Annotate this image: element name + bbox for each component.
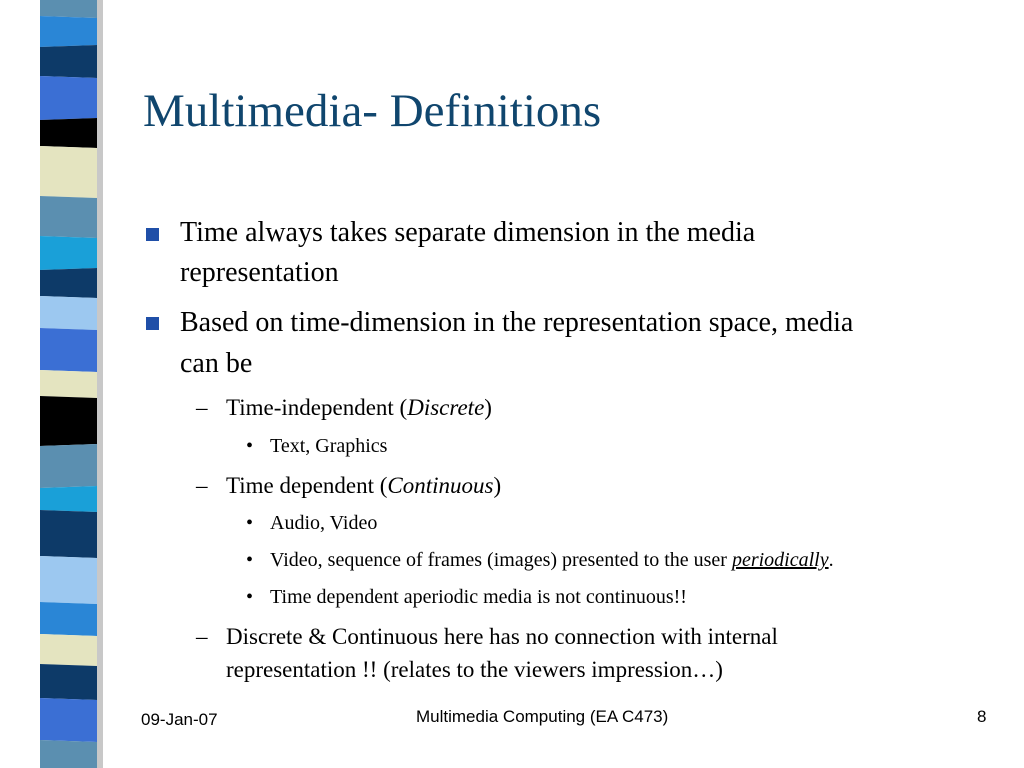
dash-marker: –: [196, 473, 208, 498]
sub-sub-text: .: [828, 549, 834, 571]
sub-sub-item-aperiodic: Time dependent aperiodic media is not continuous!!: [270, 586, 687, 608]
sub-item-discrete-continuous-line-2: representation !! (relates to the viewers impression…): [226, 657, 723, 682]
dash-marker: –: [196, 624, 208, 649]
sub-item-discrete-continuous-line-1: Discrete & Continuous here has no connection with internal: [226, 624, 778, 649]
continuous-term: Continuous: [387, 473, 494, 498]
sub-item-text: Time-independent (: [226, 395, 408, 420]
sub-item-text: ): [484, 395, 492, 420]
bullet-1-line-2: representation: [180, 257, 339, 288]
dash-marker: –: [196, 395, 208, 420]
sub-item-time-dependent: [226, 474, 501, 497]
sub-item-time-independent: [226, 396, 492, 419]
slide-title: Multimedia- Definitions: [143, 85, 602, 137]
bullet-2-line-1: Based on time-dimension in the representation space, media: [180, 307, 854, 338]
dot-marker: •: [246, 586, 254, 608]
square-bullet-icon: [146, 228, 159, 241]
dot-marker: •: [246, 512, 254, 534]
sub-sub-item-audio-video: Audio, Video: [270, 512, 378, 534]
discrete-term: Discrete: [407, 395, 485, 420]
sub-sub-item-text-graphics: Text, Graphics: [270, 435, 388, 457]
bullet-1-line-1: Time always takes separate dimension in the media: [180, 217, 756, 248]
footer-page-number: 8: [977, 707, 987, 726]
sub-sub-item-video-frames: [270, 550, 834, 570]
periodically-term: periodically: [731, 549, 829, 571]
bullet-2-line-2: can be: [180, 348, 253, 379]
dot-marker: •: [246, 435, 254, 457]
sub-item-text: Time dependent (: [226, 473, 388, 498]
footer-course: Multimedia Computing (EA C473): [416, 707, 669, 726]
footer-date: 09-Jan-07: [141, 710, 218, 729]
square-bullet-icon: [146, 317, 159, 330]
sub-sub-text: Video, sequence of frames (images) presented to the user: [270, 549, 732, 571]
sub-item-text: ): [493, 473, 502, 498]
dot-marker: •: [246, 549, 254, 571]
